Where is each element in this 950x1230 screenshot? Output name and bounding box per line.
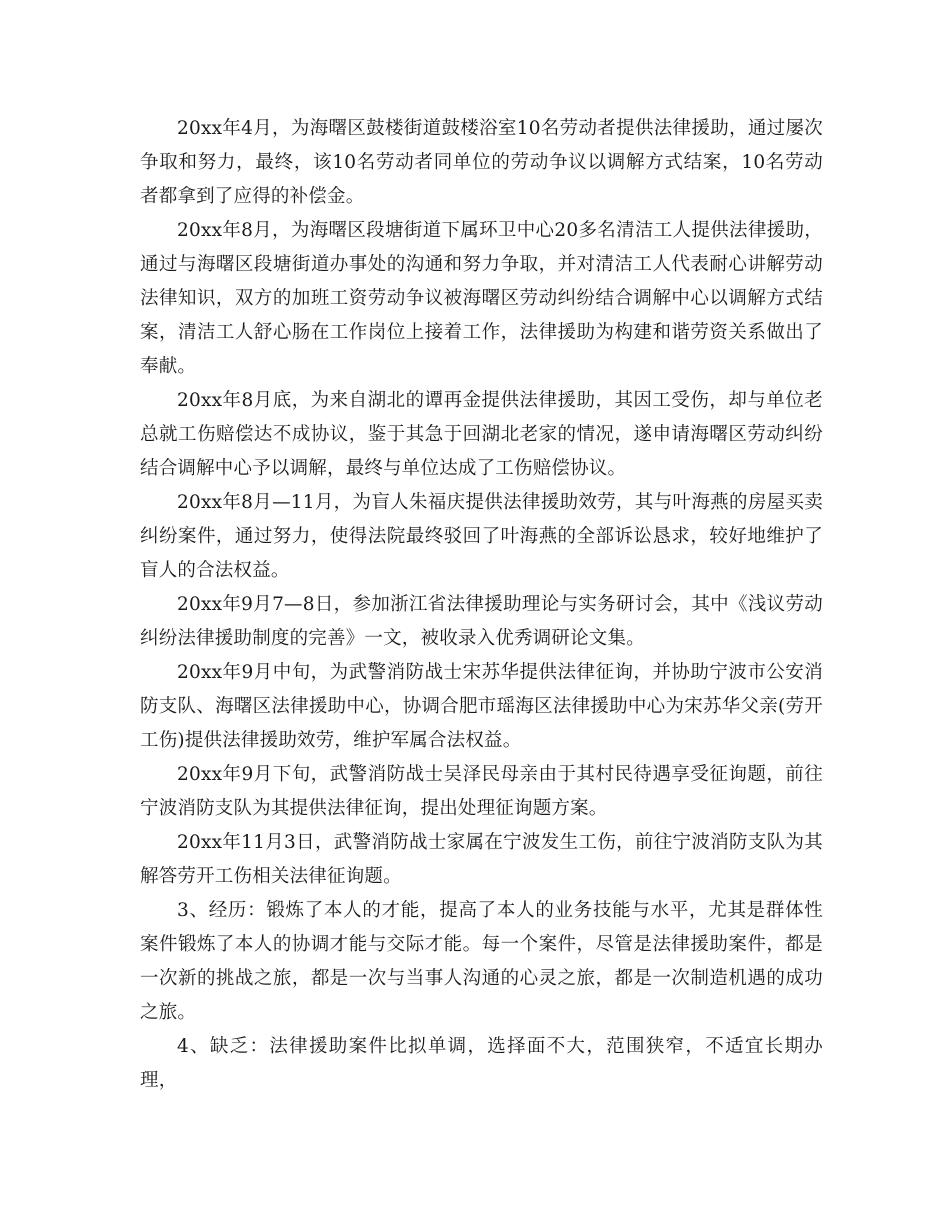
paragraph-1: 20xx年4月，为海曙区鼓楼街道鼓楼浴室10名劳动者提供法律援助，通过屡次争取和努力，最终，该10名劳动者同单位的劳动争议以调解方式结案，10名劳动者都拿到了应得的补偿金。 <box>140 118 823 207</box>
paragraph-7: 20xx年9月下旬，武警消防战士吴泽民母亲由于其村民待遇享受征询题，前往宁波消防支队为其提供法律征询，提出处理征询题方案。 <box>140 764 823 819</box>
paragraph-10: 4、缺乏：法律援助案件比拟单调，选择面不大，范围狭窄，不适宜长期办理， <box>140 1036 823 1091</box>
paragraph-3: 20xx年8月底，为来自湖北的谭再金提供法律援助，其因工受伤，却与单位老总就工伤赔偿达不成协议，鉴于其急于回湖北老家的情况，遂申请海曙区劳动纠纷结合调解中心予以调解，最终与单位达成了工伤赔偿协议。 <box>140 390 823 479</box>
paragraph-4: 20xx年8月—11月，为盲人朱福庆提供法律援助效劳，其与叶海燕的房屋买卖纠纷案件，通过努力，使得法院最终驳回了叶海燕的全部诉讼恳求，较好地维护了盲人的合法权益。 <box>140 492 823 581</box>
paragraph-9: 3、经历：锻炼了本人的才能，提高了本人的业务技能与水平，尤其是群体性案件锻炼了本人的协调才能与交际才能。每一个案件，尽管是法律援助案件，都是一次新的挑战之旅，都是一次与当事人沟通的心灵之旅，都是一次制造机遇的成功之旅。 <box>140 900 823 1023</box>
document-body <box>140 112 823 1098</box>
paragraph-2: 20xx年8月，为海曙区段塘街道下属环卫中心20多名清洁工人提供法律援助，通过与海曙区段塘街道办事处的沟通和努力争取，并对清洁工人代表耐心讲解劳动法律知识，双方的加班工资劳动争议被海曙区劳动纠纷结合调解中心以调解方式结案，清洁工人舒心肠在工作岗位上接着工作，法律援助为构建和谐劳资关系做出了奉献。 <box>140 220 823 377</box>
paragraph-5: 20xx年9月7—8日，参加浙江省法律援助理论与实务研讨会，其中《浅议劳动纠纷法律援助制度的完善》一文，被收录入优秀调研论文集。 <box>140 594 823 649</box>
paragraph-8: 20xx年11月3日，武警消防战士家属在宁波发生工伤，前往宁波消防支队为其解答劳开工伤相关法律征询题。 <box>140 832 823 887</box>
paragraph-6: 20xx年9月中旬，为武警消防战士宋苏华提供法律征询，并协助宁波市公安消防支队、海曙区法律援助中心，协调合肥市瑶海区法律援助中心为宋苏华父亲(劳开工伤)提供法律援助效劳，维护军属合法权益。 <box>140 662 823 751</box>
